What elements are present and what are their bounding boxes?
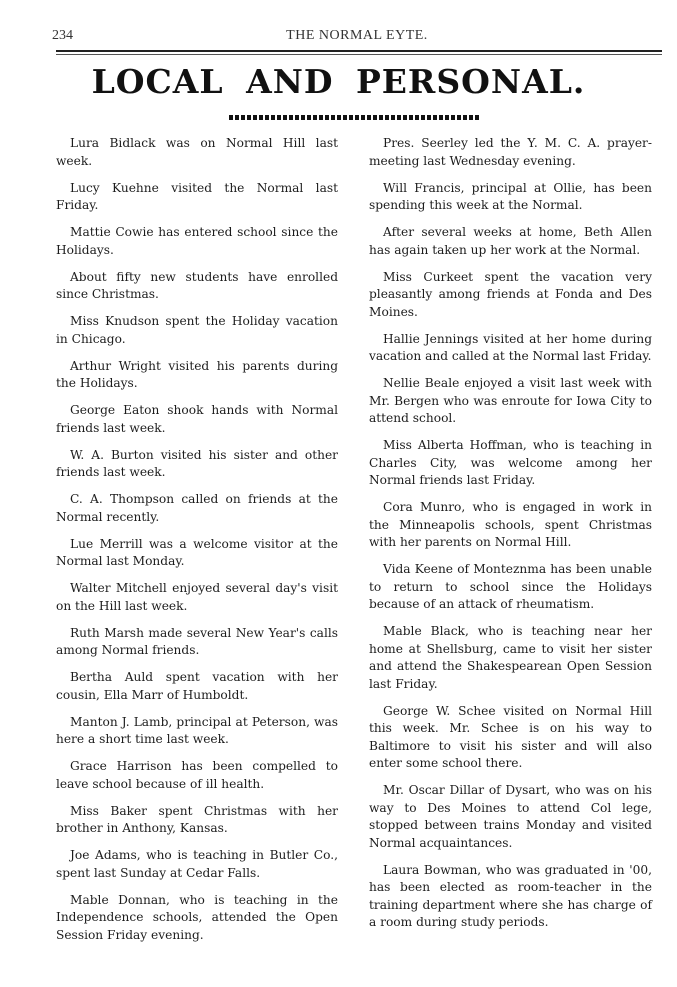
news-item: Arthur Wright visited his parents during the Holidays. (56, 358, 338, 390)
news-item: George Eaton shook hands with Normal friends last week. (56, 403, 338, 435)
news-item: Will Francis, principal at Ollie, has been spending this week at the Normal. (369, 180, 652, 212)
news-item: Miss Alberta Hoffman, who is teaching in Charles City, was welcome among her Normal friends last Friday. (369, 438, 652, 487)
news-item: Ruth Marsh made several New Year's calls among Normal friends. (56, 625, 338, 657)
news-item: About fifty new students have enrolled since Christmas. (56, 269, 338, 301)
rule-thick (56, 50, 662, 52)
news-item: Cora Munro, who is engaged in work in the Minneapolis schools, spent Christmas with her parents on Normal Hill. (369, 500, 652, 549)
news-item: After several weeks at home, Beth Allen has again taken up her work at the Normal. (369, 225, 652, 257)
news-item: George W. Schee visited on Normal Hill this week. Mr. Schee is on his way to Baltimore to visit his sister and will also enter some school there. (369, 703, 652, 770)
rule-thin (56, 54, 662, 55)
news-item: Mr. Oscar Dillar of Dysart, who was on his way to Des Moines to attend Col lege, stopped between trains Monday and visited Normal acquaintances. (369, 783, 652, 850)
news-item: Mable Black, who is teaching near her home at Shellsburg, came to visit her sister and attend the Shakespearean Open Session last Friday. (369, 624, 652, 691)
header-rule-divider (56, 50, 662, 56)
journal-title: THE NORMAL EYTE. (286, 28, 428, 43)
news-item: Mattie Cowie has entered school since the Holidays. (56, 225, 338, 257)
news-item: C. A. Thompson called on friends at the Normal recently. (56, 492, 338, 524)
news-item: Lue Merrill was a welcome visitor at the Normal last Monday. (56, 536, 338, 568)
news-item: Miss Knudson spent the Holiday vacation in Chicago. (56, 314, 338, 346)
news-item: Pres. Seerley led the Y. M. C. A. prayer-meeting last Wednesday evening. (369, 136, 652, 168)
news-item: Lucy Kuehne visited the Normal last Friday. (56, 180, 338, 212)
page-number: 234 (52, 28, 73, 43)
news-item: Walter Mitchell enjoyed several day's visit on the Hill last week. (56, 581, 338, 613)
news-item: Manton J. Lamb, principal at Peterson, was here a short time last week. (56, 714, 338, 746)
news-item: Vida Keene of Monteznma has been unable to return to school since the Holidays because of an attack of rheumatism. (369, 562, 652, 611)
right-column (369, 135, 652, 941)
news-item: Lura Bidlack was on Normal Hill last week. (56, 136, 338, 168)
news-item: Miss Baker spent Christmas with her brother in Anthony, Kansas. (56, 803, 338, 835)
news-item: Hallie Jennings visited at her home during vacation and called at the Normal last Friday. (369, 331, 652, 363)
left-column (56, 135, 338, 954)
ornamental-rule-divider (229, 115, 479, 120)
news-item: Grace Harrison has been compelled to leave school because of ill health. (56, 759, 338, 791)
news-item: Miss Curkeet spent the vacation very pleasantly among friends at Fonda and Des Moines. (369, 269, 652, 319)
news-item: Joe Adams, who is teaching in Butler Co., spent last Sunday at Cedar Falls. (56, 848, 338, 880)
news-item: W. A. Burton visited his sister and other friends last week. (56, 447, 338, 479)
running-head (52, 28, 662, 46)
news-item: Bertha Auld spent vacation with her cousin, Ella Marr of Humboldt. (56, 670, 338, 702)
news-item: Nellie Beale enjoyed a visit last week with Mr. Bergen who was enroute for Iowa City to attend school. (369, 376, 652, 425)
news-item: Laura Bowman, who was graduated in '00, has been elected as room-teacher in the training department where she has charge of a room during study periods. (369, 862, 652, 929)
news-item: Mable Donnan, who is teaching in the Independence schools, attended the Open Session Friday evening. (56, 892, 338, 942)
section-title: LOCAL AND PERSONAL. (91, 62, 586, 101)
